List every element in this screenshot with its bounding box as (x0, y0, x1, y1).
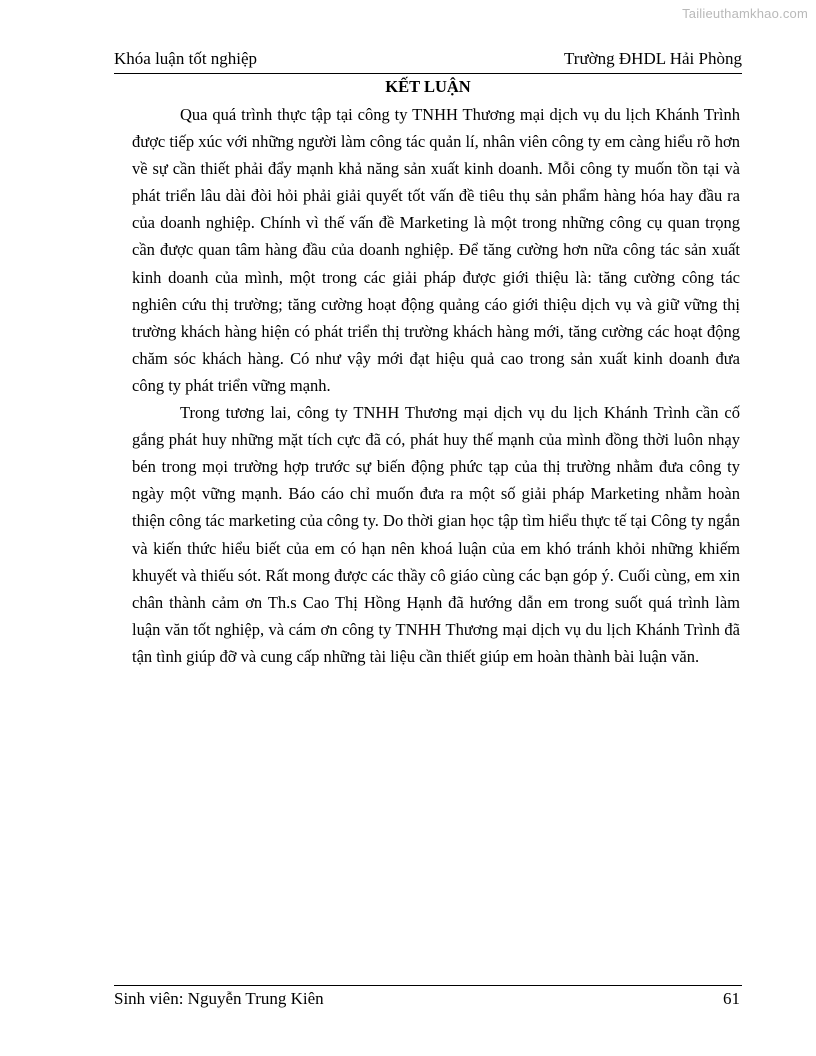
paragraph: Trong tương lai, công ty TNHH Thương mại dịch vụ du lịch Khánh Trình cần cố gắng phát huy những mặt tích cực đã có, phát huy thế mạnh của mình đồng thời luôn nhạy bén trong mọi trường hợp trước sự biến động phức tạp của thị trường nhằm đưa công ty ngày một vững mạnh. Báo cáo chỉ muốn đưa ra một số giải pháp Marketing nhằm hoàn thiện công tác marketing của công ty. Do thời gian học tập tìm hiểu thực tế tại Công ty ngắn và kiến thức hiểu biết của em có hạn nên khoá luận của em khó tránh khỏi những khiếm khuyết và thiếu sót. Rất mong được các thầy cô giáo cùng các bạn góp ý. Cuối cùng, em xin chân thành cảm ơn Th.s Cao Thị Hồng Hạnh đã hướng dẫn em trong suốt quá trình làm luận văn tốt nghiệp, và cám ơn công ty TNHH Thương mại dịch vụ du lịch Khánh Trình đã tận tình giúp đỡ và cung cấp những tài liệu cần thiết giúp em hoàn thành bài luận văn. (132, 403, 740, 666)
header-university-label: Trường ĐHDL Hải Phòng (564, 49, 742, 68)
footer-student-name: Sinh viên: Nguyễn Trung Kiên (114, 989, 324, 1008)
header-thesis-label: Khóa luận tốt nghiệp (114, 49, 258, 68)
body-content (132, 101, 740, 670)
watermark-text: Tailieuthamkhao.com (682, 6, 808, 21)
page-number: 61 (723, 989, 740, 1008)
page-title: KẾT LUẬN (385, 77, 471, 96)
page-footer (114, 985, 742, 1012)
paragraph: Qua quá trình thực tập tại công ty TNHH Thương mại dịch vụ du lịch Khánh Trình được tiếp xúc với những người làm công tác quản lí, nhân viên công ty em càng hiểu rõ hơn về sự cần thiết phải đẩy mạnh khả năng sản xuất kinh doanh. Mỗi công ty muốn tồn tại và phát triển lâu dài đòi hỏi phải giải quyết tốt vấn đề tiêu thụ sản phẩm hàng hóa hay đầu ra của doanh nghiệp. Chính vì thế vấn đề Marketing là một trong những công cụ quan trọng cần được quan tâm hàng đầu của doanh nghiệp. Để tăng cường hơn nữa công tác sản xuất kinh doanh của mình, một trong các giải pháp được giới thiệu là: tăng cường công tác nghiên cứu thị trường; tăng cường hoạt động quảng cáo giới thiệu dịch vụ và giữ vững thị trường khách hàng hiện có phát triển thị trường khách hàng mới, tăng cường các hoạt động chăm sóc khách hàng. Có như vậy mới đạt hiệu quả cao trong sản xuất kinh doanh đưa công ty phát triển vững mạnh. (132, 105, 740, 395)
page-header (114, 49, 742, 74)
